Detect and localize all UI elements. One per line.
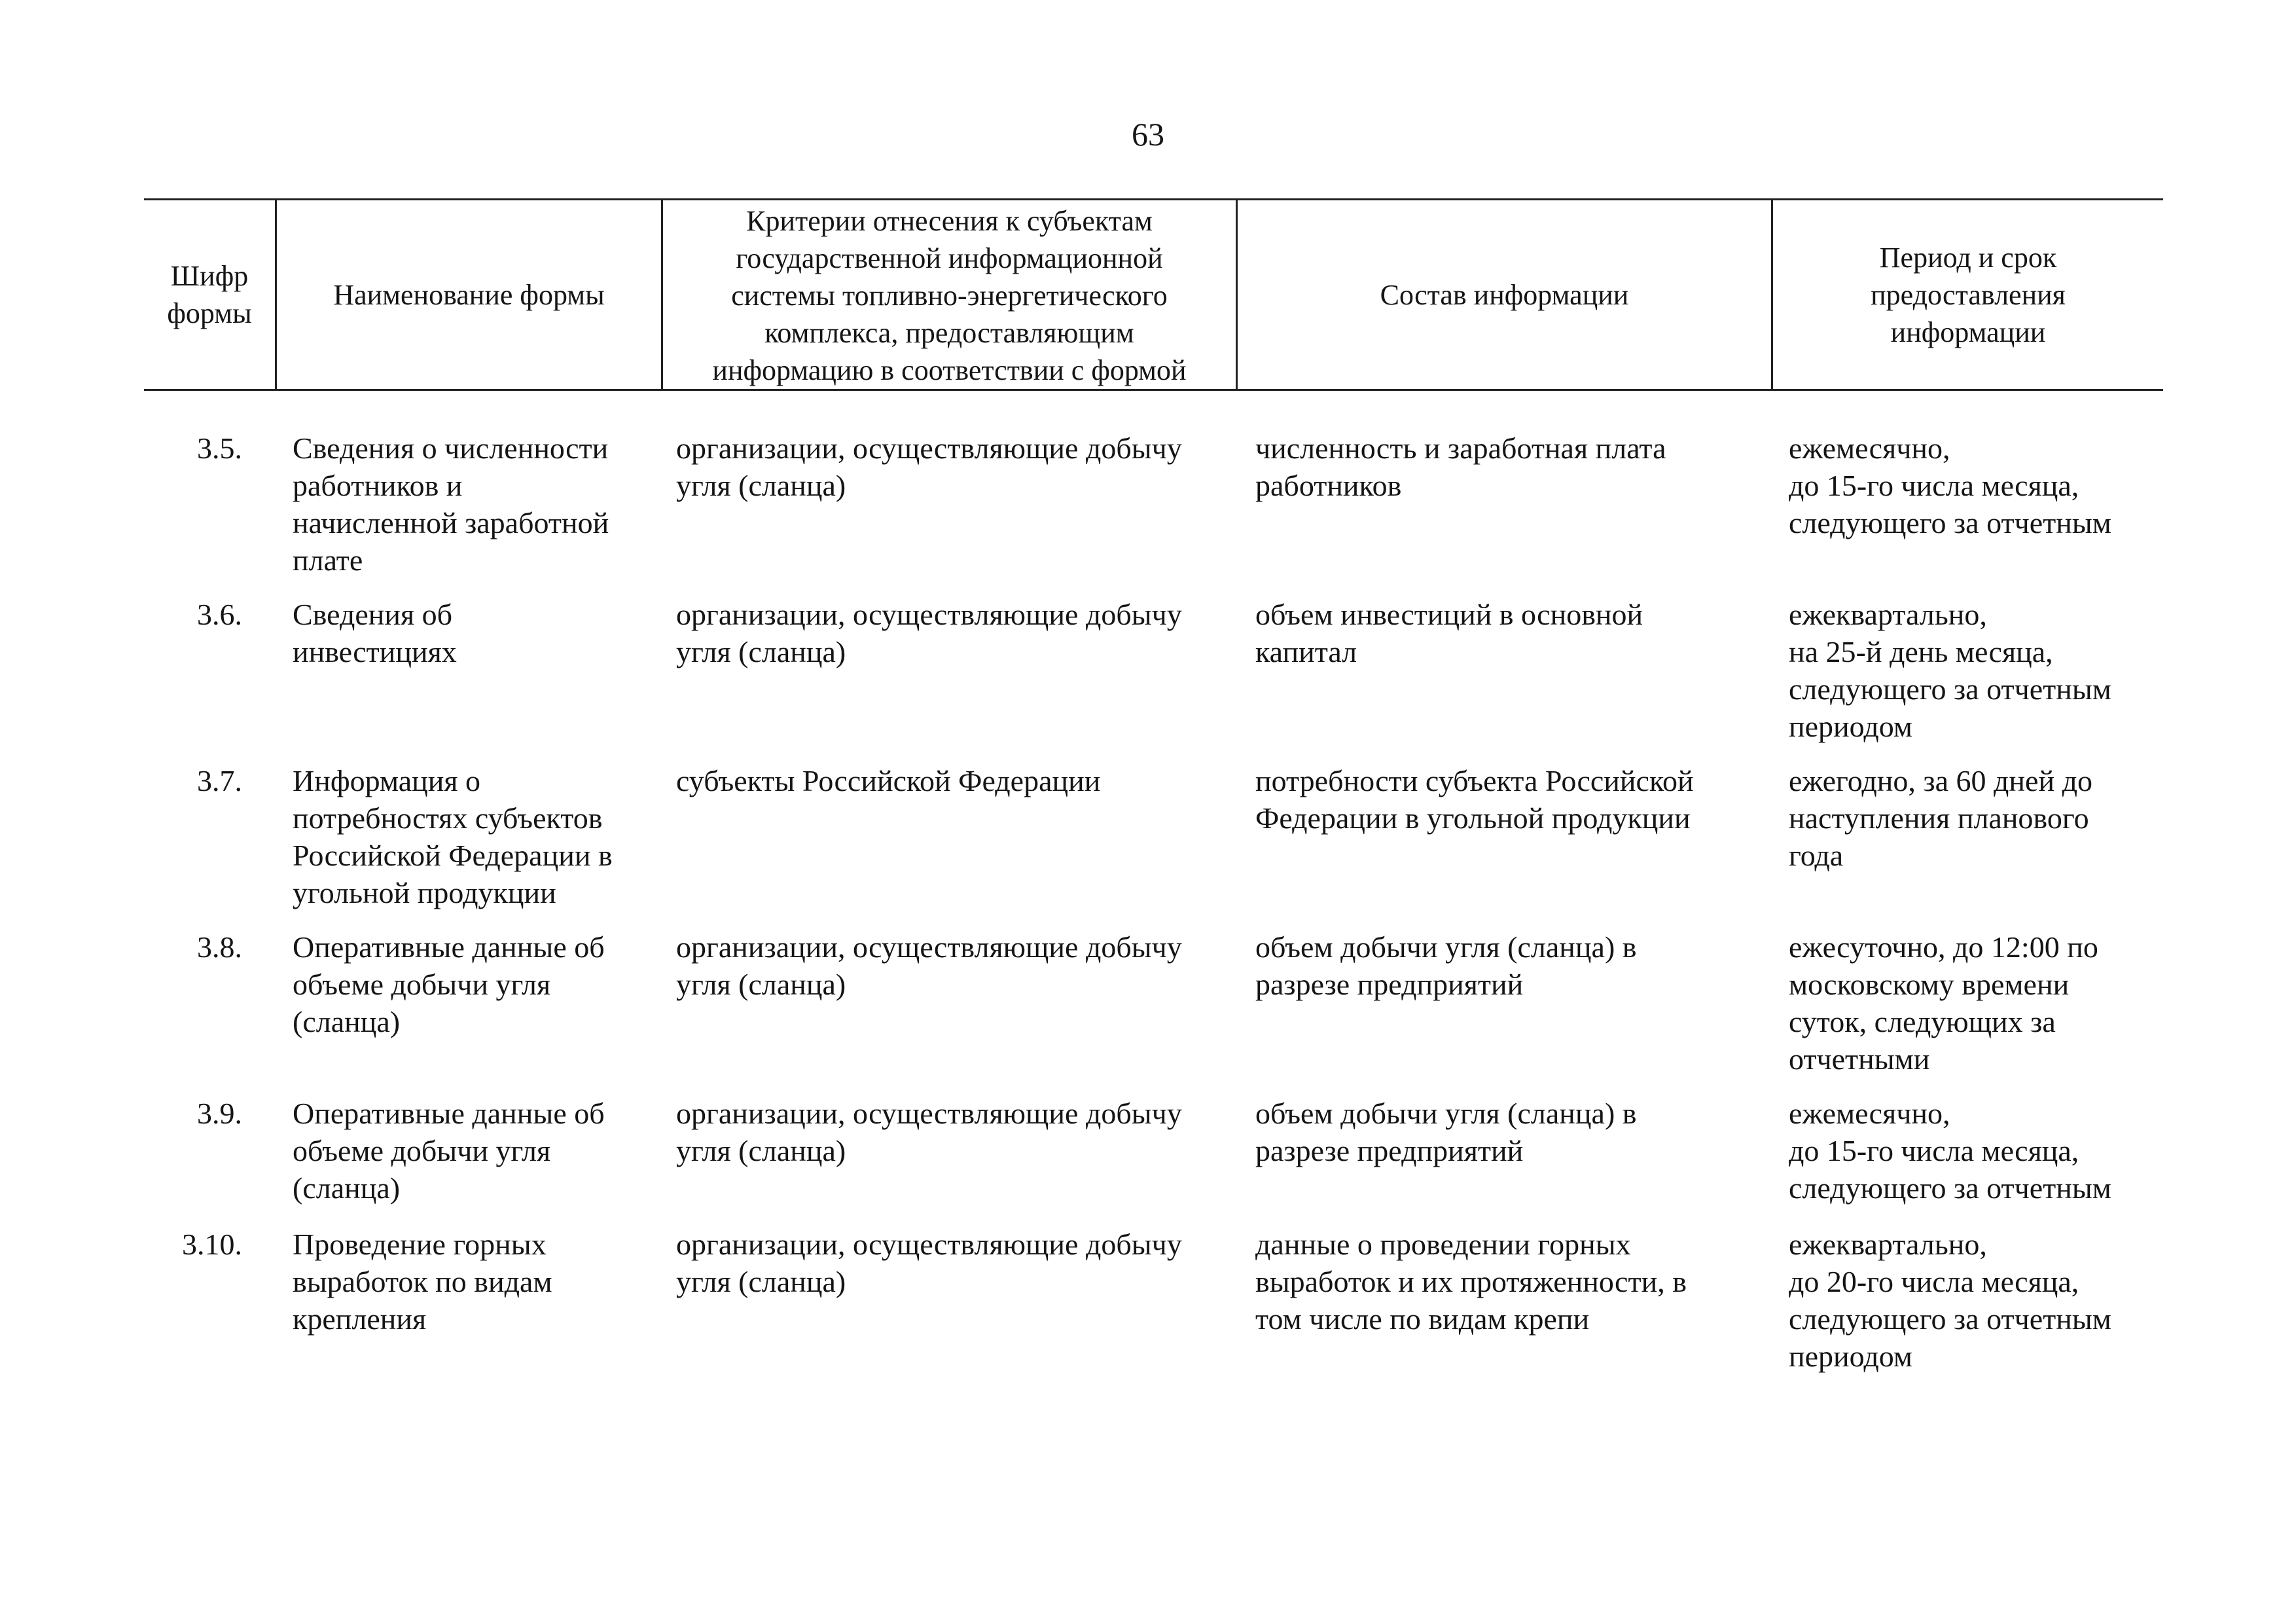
form-criteria: организации, осуществляющие добычу угля (сланца) bbox=[676, 598, 1182, 668]
form-period: ежеквартально, на 25-й день месяца, следующего за отчетным периодом bbox=[1789, 598, 2111, 743]
header-form-name: Наименование формы bbox=[333, 278, 605, 311]
form-criteria: организации, осуществляющие добычу угля (сланца) bbox=[676, 1228, 1182, 1298]
form-info: объем добычи угля (сланца) в разрезе предприятий bbox=[1255, 930, 1637, 1001]
form-period: ежемесячно, до 15-го числа месяца, следующего за отчетным bbox=[1789, 431, 2111, 539]
form-code: 3.5. bbox=[197, 431, 242, 465]
header-period: Период и срок предоставления информации bbox=[1871, 241, 2066, 348]
form-code: 3.9. bbox=[197, 1097, 242, 1130]
form-name: Информация о потребностях субъектов Российской Федерации в угольной продукции bbox=[293, 764, 613, 909]
form-name: Оперативные данные об объеме добычи угля (сланца) bbox=[293, 930, 605, 1038]
page-number: 63 bbox=[1132, 116, 1164, 153]
form-code: 3.8. bbox=[197, 930, 242, 964]
form-info: объем инвестиций в основной капитал bbox=[1255, 598, 1643, 668]
form-info: численность и заработная плата работников bbox=[1255, 431, 1666, 502]
form-period: ежесуточно, до 12:00 по московскому времени суток, следующих за отчетными bbox=[1789, 930, 2098, 1076]
form-code: 3.6. bbox=[197, 598, 242, 631]
form-info: потребности субъекта Российской Федерации в угольной продукции bbox=[1255, 764, 1694, 835]
form-criteria: организации, осуществляющие добычу угля (сланца) bbox=[676, 431, 1182, 502]
form-name: Сведения о численности работников и начисленной заработной плате bbox=[293, 431, 609, 577]
form-code: 3.7. bbox=[197, 764, 242, 797]
form-name: Оперативные данные об объеме добычи угля (сланца) bbox=[293, 1097, 605, 1205]
form-info: данные о проведении горных выработок и их протяженности, в том числе по видам крепи bbox=[1255, 1228, 1687, 1336]
form-period: ежемесячно, до 15-го числа месяца, следующего за отчетным bbox=[1789, 1097, 2111, 1205]
form-period: ежегодно, за 60 дней до наступления планового года bbox=[1789, 764, 2092, 872]
header-bottom-rule bbox=[144, 389, 2163, 391]
form-name: Сведения об инвестициях bbox=[293, 598, 457, 668]
header-criteria: Критерии отнесения к субъектам государственной информационной системы топливно-энергетического комплекса, предоставляющим информацию в соответствии с формой bbox=[712, 205, 1187, 386]
form-criteria: организации, осуществляющие добычу угля (сланца) bbox=[676, 1097, 1182, 1167]
form-criteria: субъекты Российской Федерации bbox=[676, 764, 1101, 797]
header-code: Шифр формы bbox=[167, 260, 252, 329]
form-info: объем добычи угля (сланца) в разрезе предприятий bbox=[1255, 1097, 1637, 1167]
form-period: ежеквартально, до 20-го числа месяца, следующего за отчетным периодом bbox=[1789, 1228, 2111, 1373]
form-criteria: организации, осуществляющие добычу угля (сланца) bbox=[676, 930, 1182, 1001]
form-name: Проведение горных выработок по видам крепления bbox=[293, 1228, 552, 1336]
header-info: Состав информации bbox=[1380, 278, 1629, 311]
form-code: 3.10. bbox=[182, 1228, 242, 1261]
